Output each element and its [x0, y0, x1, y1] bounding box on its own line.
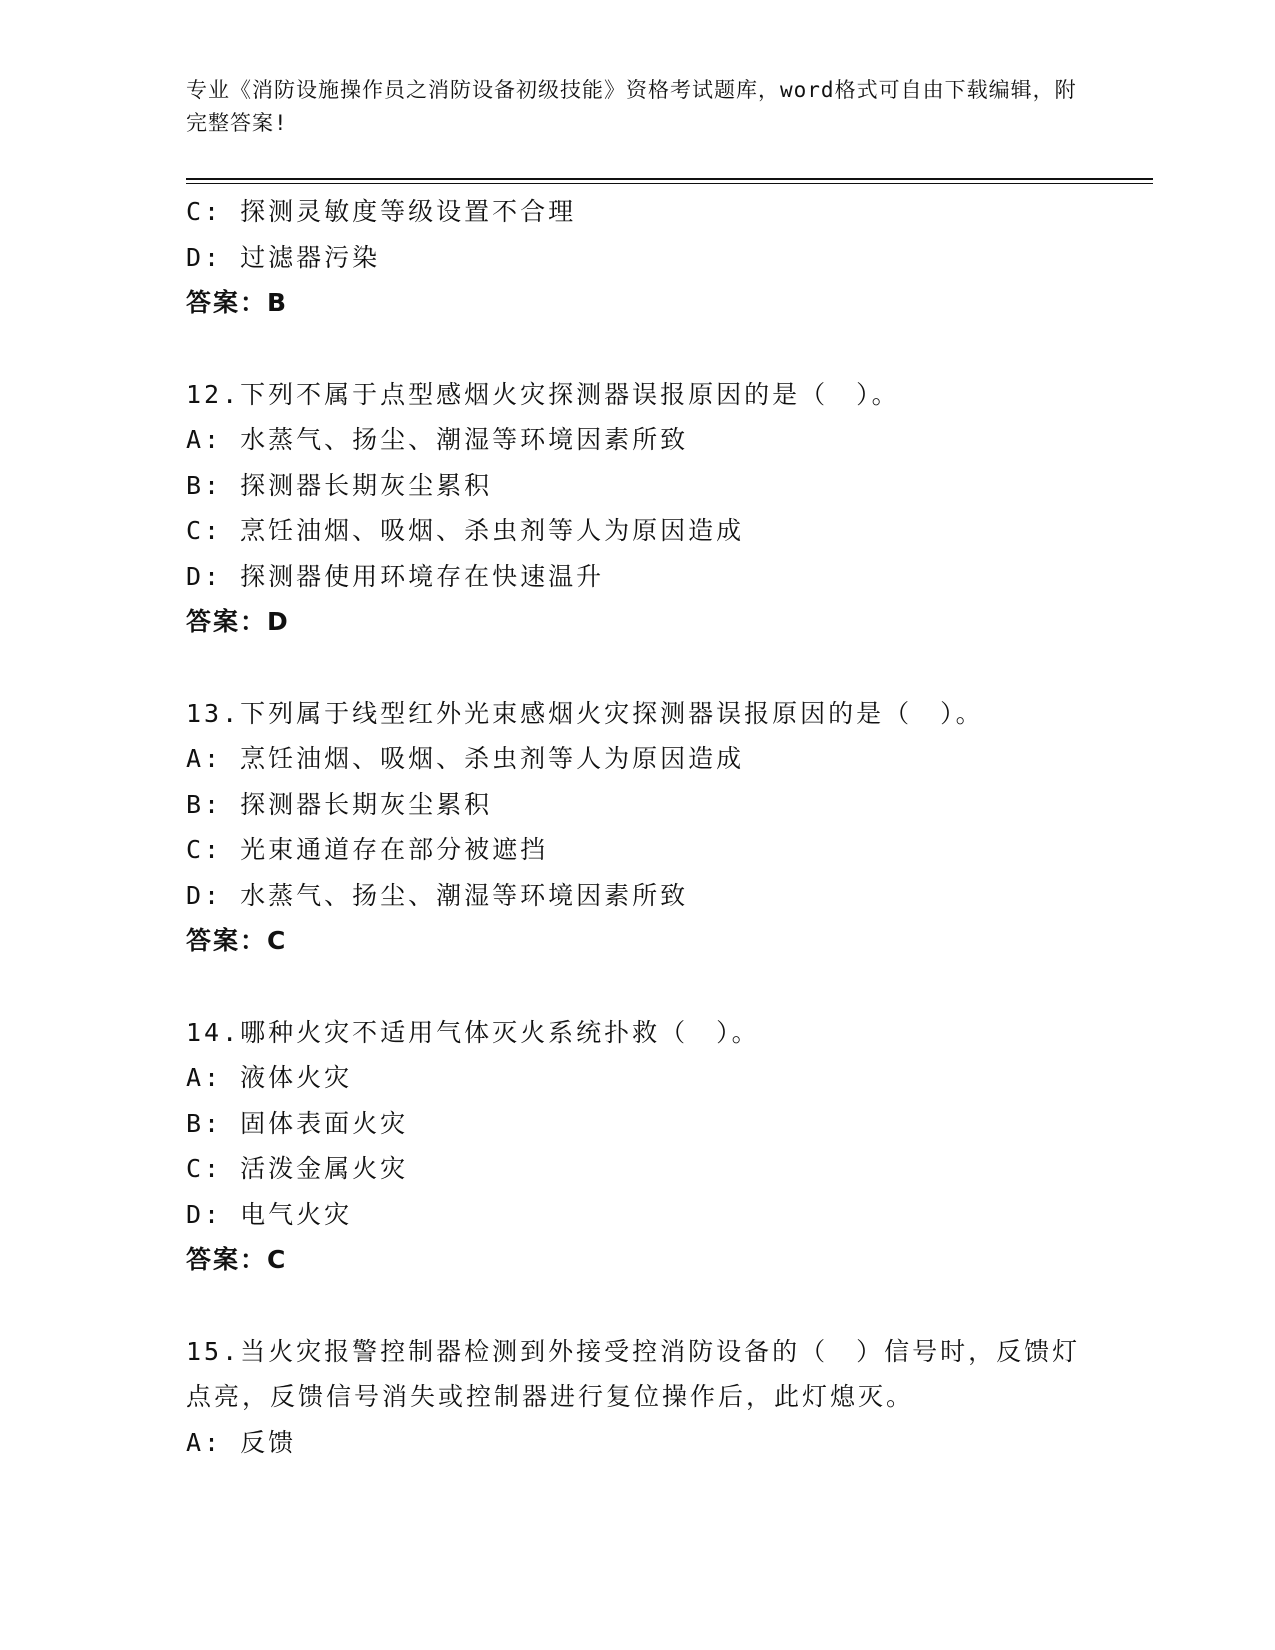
option-d: D: 电气火灾 — [186, 1199, 353, 1229]
answer-line: 答案：C — [186, 926, 288, 955]
option-a: A: 液体火灾 — [186, 1063, 353, 1092]
question-block — [186, 1329, 1086, 1466]
option-c: C: 光束通道存在部分被遮挡 — [186, 835, 549, 864]
option-c: C: 活泼金属火灾 — [186, 1154, 409, 1183]
option-c: C: 烹饪油烟、吸烟、杀虫剂等人为原因造成 — [186, 516, 745, 545]
option-b: B: 探测器长期灰尘累积 — [186, 789, 493, 819]
question-block — [186, 1010, 1086, 1283]
header-divider-thick — [186, 178, 1153, 180]
option-a: A: 烹饪油烟、吸烟、杀虫剂等人为原因造成 — [186, 744, 745, 773]
question-list — [186, 189, 1086, 1465]
answer-line: 答案：C — [186, 1245, 288, 1274]
answer-line: 答案：D — [186, 607, 290, 636]
option-d: D: 探测器使用环境存在快速温升 — [186, 561, 605, 591]
answer-line: 答案：B — [186, 288, 289, 317]
option-c: C: 探测灵敏度等级设置不合理 — [186, 197, 577, 226]
question-stem: 12.下列不属于点型感烟火灾探测器误报原因的是（ ）。 — [186, 379, 900, 409]
option-b: B: 探测器长期灰尘累积 — [186, 470, 493, 500]
question-block — [186, 372, 1086, 645]
option-a: A: 水蒸气、扬尘、潮湿等环境因素所致 — [186, 425, 689, 454]
header-divider-thin — [186, 183, 1153, 184]
option-a: A: 反馈 — [186, 1427, 297, 1457]
option-d: D: 水蒸气、扬尘、潮湿等环境因素所致 — [186, 880, 689, 910]
question-block — [186, 691, 1086, 964]
option-b: B: 固体表面火灾 — [186, 1108, 409, 1138]
question-stem: 14.哪种火灾不适用气体灭火系统扑救（ ）。 — [186, 1017, 760, 1047]
option-d: D: 过滤器污染 — [186, 242, 381, 272]
question-block — [186, 189, 1086, 326]
question-stem: 15.当火灾报警控制器检测到外接受控消防设备的（ ）信号时，反馈灯点亮，反馈信号消失或控制器进行复位操作后，此灯熄灭。 — [186, 1336, 1081, 1411]
question-stem: 13.下列属于线型红外光束感烟火灾探测器误报原因的是（ ）。 — [186, 698, 984, 728]
document-header: 专业《消防设施操作员之消防设备初级技能》资格考试题库，word格式可自由下载编辑，附完整答案! — [186, 78, 1077, 135]
